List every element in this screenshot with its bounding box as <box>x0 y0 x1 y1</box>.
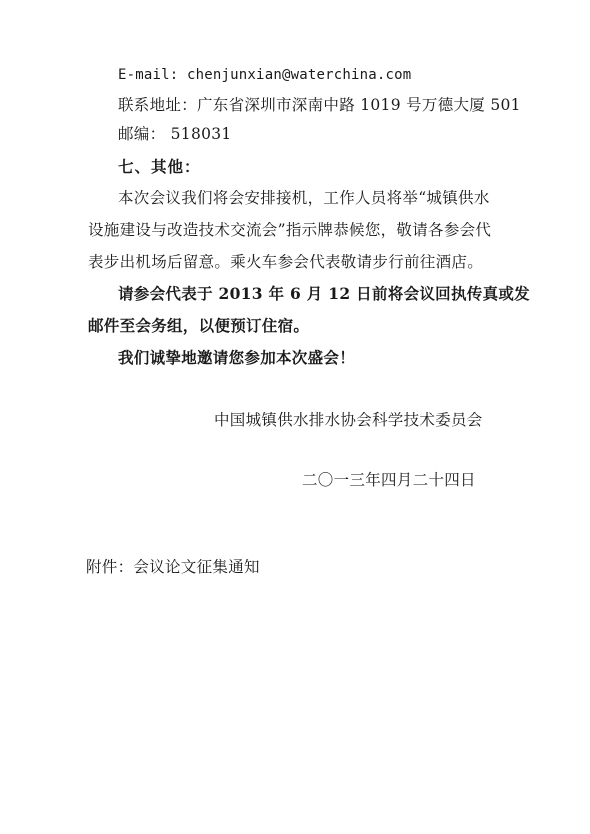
registration-paragraph-line-2: 邮件至会务组，以便预订住宿。 <box>88 316 310 335</box>
section-heading-other: 七、其他： <box>118 157 201 176</box>
attachment-note: 附件：会议论文征集通知 <box>86 558 260 576</box>
contact-email: E-mail: chenjunxian@waterchina.com <box>118 67 412 83</box>
pickup-paragraph-line-1: 本次会议我们将会安排接机，工作人员将举“城镇供水 <box>118 189 490 207</box>
signing-organization: 中国城镇供水排水协会科学技术委员会 <box>214 411 483 429</box>
pickup-paragraph-line-3: 表步出机场后留意。乘火车参会代表敬请步行前往酒店。 <box>88 253 484 271</box>
signing-date: 二〇一三年四月二十四日 <box>302 471 476 489</box>
pickup-paragraph-line-2: 设施建设与改造技术交流会”指示牌恭候您，敬请各参会代 <box>88 221 492 239</box>
contact-postcode: 邮编： 518031 <box>118 125 232 143</box>
contact-address: 联系地址：广东省深圳市深南中路 1019 号万德大厦 501 <box>118 96 521 114</box>
invitation-sentence: 我们诚挚地邀请您参加本次盛会！ <box>118 348 356 367</box>
registration-paragraph-line-1: 请参会代表于 2013 年 6 月 12 日前将会议回执传真或发 <box>118 284 530 303</box>
